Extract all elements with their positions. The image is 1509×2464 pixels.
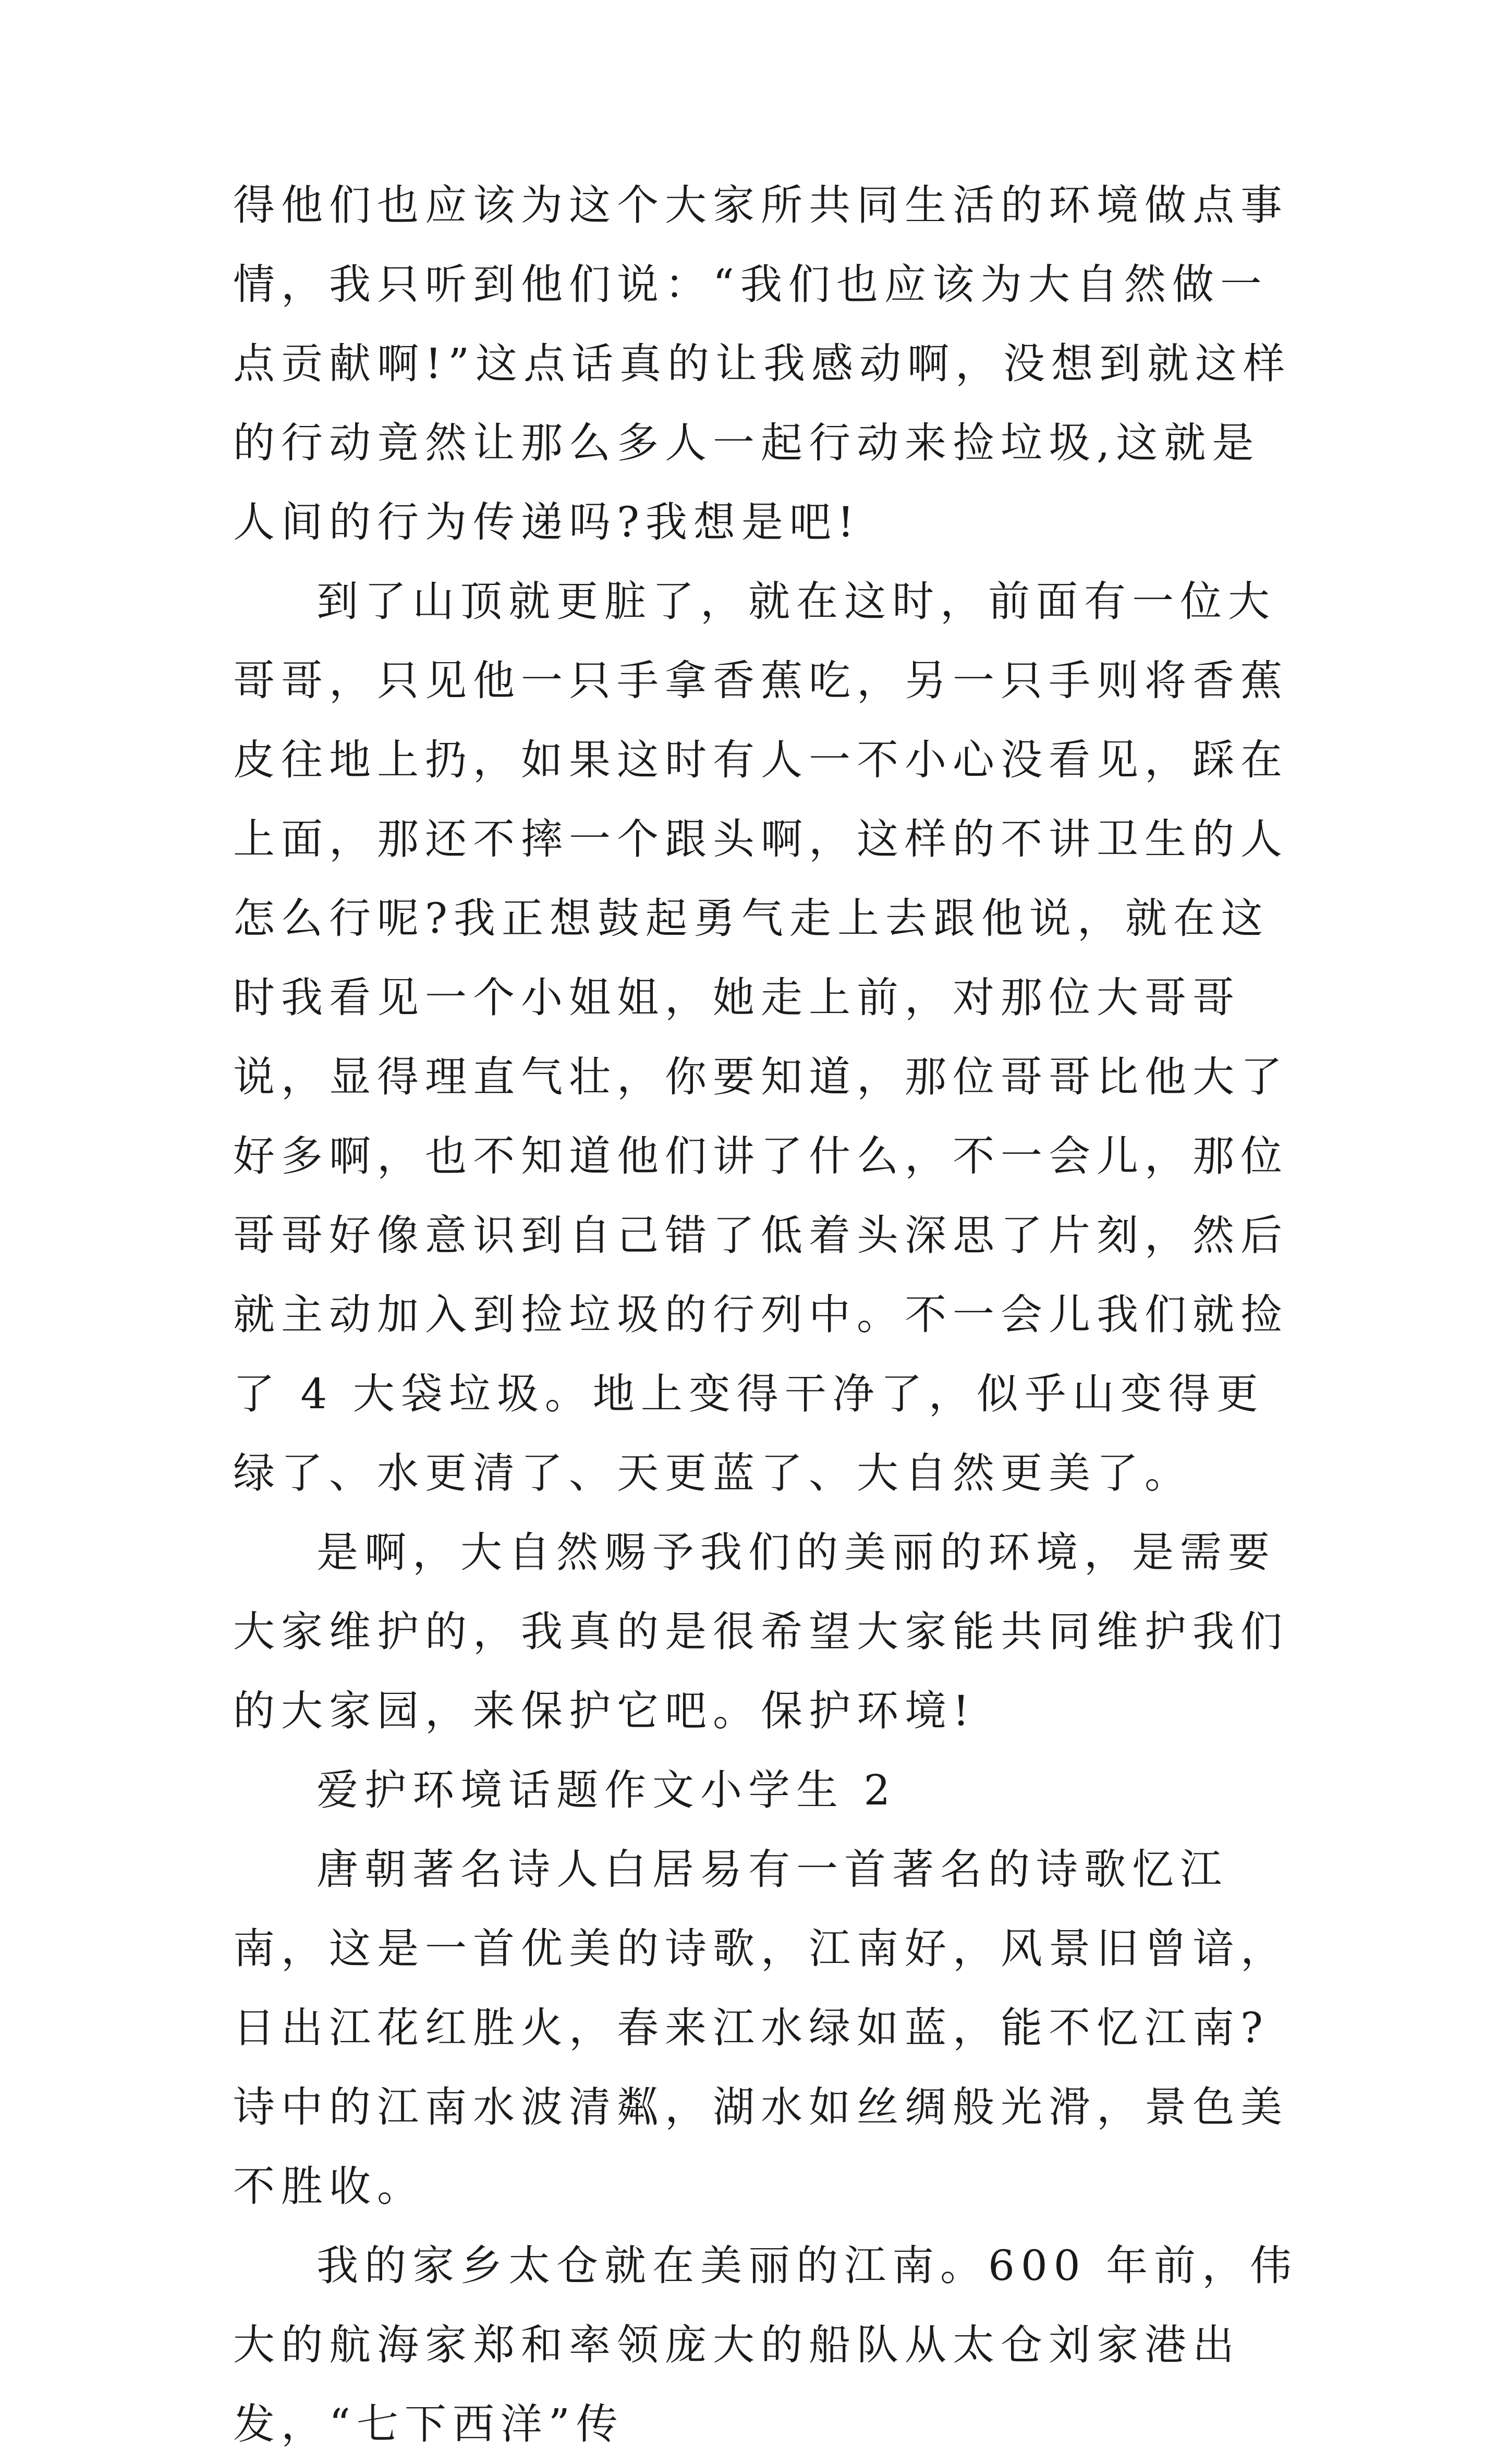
paragraph-hometown: 我的家乡太仓就在美丽的江南。600 年前，伟大的航海家郑和率领庞大的船队从太仓刘家港出发，“七下西洋”传 bbox=[233, 2241, 1298, 2448]
essay-title: 爱护环境话题作文小学生 2 bbox=[317, 1766, 897, 1814]
paragraph-mountain-top: 到了山顶就更脏了，就在这时，前面有一位大哥哥，只见他一只手拿香蕉吃，另一只手则将香蕉皮往地上扔，如果这时有人一不小心没看见，踩在上面，那还不摔一个跟头啊，这样的不讲卫生的人怎么行呢?我正想鼓起勇气走上去跟他说，就在这时我看见一个小姐姐，她走上前，对那位大哥哥说，显得理直气壮，你要知道，那位哥哥比他大了好多啊，也不知道他们讲了什么，不一会儿，那位哥哥好像意识到自己错了低着头深思了片刻，然后就主动加入到捡垃圾的行列中。不一会儿我们就捡了 4 大袋垃圾。地上变得干净了，似乎山变得更绿了、水更清了、天更蓝了、大自然更美了。 bbox=[233, 577, 1288, 1497]
paragraph-poem: 唐朝著名诗人白居易有一首著名的诗歌忆江南，这是一首优美的诗歌，江南好，风景旧曾谙，日出江花红胜火，春来江水绿如蓝，能不忆江南?诗中的江南水波清粼，湖水如丝绸般光滑，景色美不胜收。 bbox=[233, 1845, 1288, 2211]
document-body bbox=[233, 166, 1307, 2464]
paragraph-conclusion: 是啊，大自然赐予我们的美丽的环境，是需要大家维护的，我真的是很希望大家能共同维护我们的大家园，来保护它吧。保护环境! bbox=[233, 1528, 1288, 1735]
paragraph-continuation: 得他们也应该为这个大家所共同生活的环境做点事情，我只听到他们说：“我们也应该为大自然做一点贡献啊!”这点话真的让我感动啊，没想到就这样的行动竟然让那么多人一起行动来捡垃圾,这就是人间的行为传递吗?我想是吧! bbox=[233, 181, 1292, 546]
